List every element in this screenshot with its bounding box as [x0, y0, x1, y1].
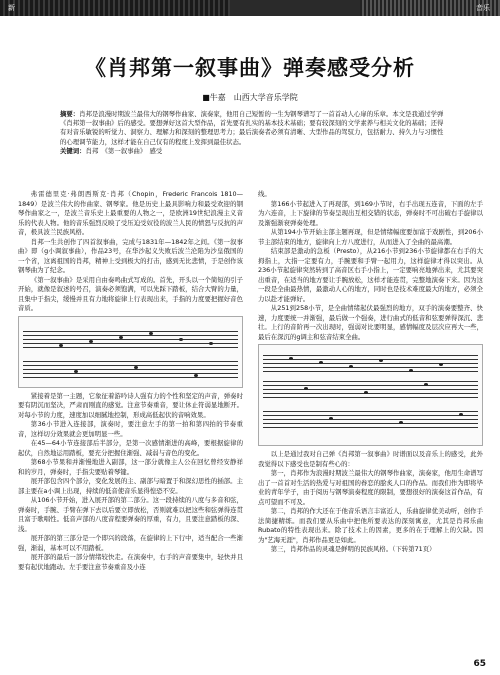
paragraph: 展开部的最后一部分情绪较快走。在演奏中，右手的声音要集中，轻快并且要有起伏地跑动。左手要注意节奏重音及小连: [18, 553, 243, 571]
paragraph: 从251到258小节，是全曲情绪起伏最强烈的地方，双手的演奏要整齐、快速，力度要统一并渐强，最后做一个强奏，进行曲式的低音和弦要弹得深沉、悲壮。上行的音阶再一次出现时，强弱对比要明显，感情幅度及层次应再大一些，最后在深沉的g调主和弦音结束全曲。: [258, 304, 483, 341]
paragraph: 结束部是激动的急板（Presto），从216小节到236小节旋律都在右手的大拇指上，大指一定要有力，手腕要和手臂一起用力，这样旋律才得以突出。从236小节起旋律突然转到了高音区右手小指上，一定要响亮地弹出来，尤其要突出重音，在适当的地方要让手腕放松，这样才能连贯，完整地演奏下来。因为这一段是全曲最热情，最激动人心的地方，同时也是技术难度最大的地方，必须全力以赴才能弹好。: [258, 247, 483, 303]
paragraph: 在45—64小节连接部后半部分，是第一次感情渐进的高峰，要根据旋律的起伏，自然地运用踏板，要充分把握住渐强、减弱与音色的变化。: [18, 439, 243, 457]
paragraph: 展开部包含四个部分，变化发展的主、副部与暗置于和深幻思性的插部。主部主要在a小调上出现，持续的低音使音乐显得惶恐不安。: [18, 477, 243, 495]
paragraph: 第36小节进入连接部，演奏时，要注意左手的第一拍和第四拍的节奏重音，这样切分效果就会更加明显一些。: [18, 420, 243, 438]
paragraph: 紧接着是第一主题，它象征着游吟诗人强有力的个性和坚定的声音，弹奏时要有阴沉而坚决，严肃而刚直的感觉。注意节奏重音，要让休止符弱显地断开。对每小节的力度，速度加以细腻地控制，形成高低起伏的音响效果。: [18, 391, 243, 419]
page-header-bar: [0, 0, 500, 16]
paragraph: 肖邦一生共创作了四首叙事曲，完成与1831年—1842年之间。《第一叙事曲》即（g小调叙事曲），作品23号，在华沙起义失败后波兰沦陷为沙皇俄国的一个省，这离祖国的肖邦，精神上受到极大的打击，感到无比悲愤，于是创作该钢琴曲为了纪念。: [18, 237, 243, 274]
paragraph: 第三，肖邦作品的灵魂是鲜明的民族风格。（下转第71页）: [270, 545, 436, 553]
keywords-text: 肖邦 《第一叙事曲》 感受: [85, 146, 163, 155]
paragraph: 展开部的第三部分是一个即兴的段落，在旋律的上下行中，适当配合一些渐强，渐弱，基本可以不用踏板。: [18, 534, 243, 552]
header-tag-right: 音乐: [476, 4, 490, 12]
page-number: 65: [473, 659, 486, 669]
paragraph: 弗雷德里克·弗朗西斯克·肖邦（Chopin，Frederic Francois 1810—1849）是波兰伟大的作曲家、钢琴家。他是历史上最具影响力和最受欢迎的钢琴作曲家之一，是波兰音乐史上最重要的人物之一，是欧洲19世纪浪漫主义音乐的代表人物。他的音乐强烈反映了受压迫受奴役的波兰人民的愤怒与反抗的声音，极具波兰民族风格。: [18, 190, 243, 236]
paragraph: 第166小节起进入了再现部，到169小节时，右手出现五连音，下面的左手为六连音，上下旋律的节奏呈现出互相交错的状态，弹奏时不可出破右手旋律以及渐强渐衰弹奏处理。: [258, 199, 483, 227]
article-title: 《肖邦第一叙事曲》弹奏感受分析: [85, 56, 415, 80]
paragraph: 以上是通过我对自己弹《肖邦第一叙事曲》时谱面以及音乐上的感受，此外我觉得以下感受也是制有些心的：: [258, 450, 483, 468]
paragraph: 第二，肖邦的作大还在于他音乐语言丰富近人，乐曲旋律优美动听，创作手法简捷精练。而我们要从乐曲中把他所要表达的深刻寓意，尤其是肖邦乐曲Rubato的特性表现出来。除了技术上的因素，更多的在于理解上的欠缺。因为"艺海无涯"，肖邦作品更是如此。: [258, 507, 483, 544]
abstract: [60, 110, 445, 156]
paragraph: 第68小节果和并渐慢地进入副部，这一部分就像主人公在回忆曾经安静祥和的岁月，弹奏时，手指尖要贴着琴键。: [18, 458, 243, 476]
article-author: ■牛嘉 山西大学音乐学院: [202, 93, 298, 102]
header-pattern-left: [0, 0, 230, 16]
header-tag-left: 新: [8, 4, 15, 12]
keywords-label: 关键词：: [60, 146, 86, 155]
paragraph: 从106小节开始，进入展开部的第二部分。这一段持续的八度与多音和弦，弹奏时，手腕、手臂在弹下去以后要立即放松，否则就难以把这些和弦弹得连贯且富于歌唱性。低音声部的八度音程要弹奏的厚重，有力，且要注意踏板的深、浅。: [18, 496, 243, 533]
abstract-label: 摘要：: [60, 110, 80, 118]
paragraph: 从第194小节开始主部主题再现，但是情绪幅度要加富于戏剧性，到206小节主部结束的地方，旋律向上方八度进行，从而进入了全曲的最高潮。: [258, 228, 483, 246]
left-column: [18, 190, 243, 572]
paragraph: 《第一叙事曲》是采用自由奏鸣曲式写成的。首先，开头以一个简短的引子开始，就像是叙述的号召，演奏必须饱满，可以先踩下踏板，结合大臂的力量，且集中于指尖，缓慢并且有力地将旋律上行表现出来，手指的力度要把握好音色音质。: [18, 275, 243, 312]
paragraph: 线。: [258, 190, 271, 198]
paragraph: 第一，肖邦作为浪漫时期波兰最伟大的钢琴作曲家，演奏家，他用生命谱写出了一首首对生活的热爱与对祖国的眷恋的脍炙人口的作品。而我们作为即将毕业的青年学子，由于阅历与钢琴演奏程度的限制，要想很好的演奏这首作品，有点可望而不可及。: [258, 469, 483, 506]
abstract-text: 肖邦是浪漫时期波兰最伟大的钢琴作曲家、演奏家，他用自己短暂的一生为钢琴谱写了一首首动人心扉的乐章。本文是我通过学弹《肖邦第一叙事曲》后的感受。要想弹好这首大型作品，首先要有扎实的基本技术基础；要有较深刻的文学素养与相关文化的基础；还得有对音乐敏锐的听觉力、洞察力、理解力和深刻的整理思考力；最后演奏者必须有清晰、大型作品的驾驭力，包括耐力、持久力与习惯性的心理调节能力，这样才能在自己仅有的程度上发挥到最佳状态。: [60, 110, 444, 146]
music-score-figure-2: [258, 344, 483, 446]
right-column: [258, 190, 483, 555]
music-score-figure-1: [18, 316, 243, 388]
